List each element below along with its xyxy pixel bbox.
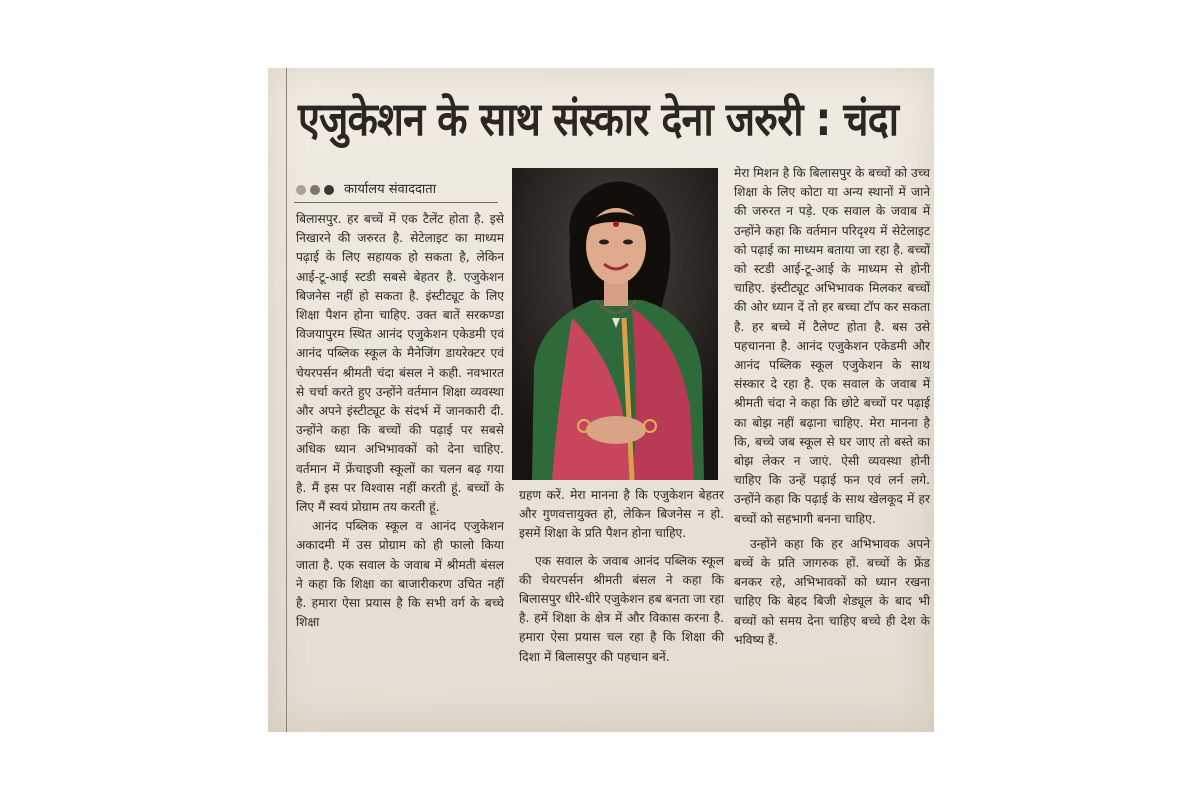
article-column-2 (519, 486, 724, 667)
portrait-illustration (512, 168, 718, 480)
byline-dot-icon (296, 185, 306, 195)
paragraph: एक सवाल के जवाब आनंद पब्लिक स्कूल की चेयरपर्सन श्रीमती बंसल ने कहा कि बिलासपुर धीरे-धीरे एजुकेशन हब बनता जा रहा है. हमें शिक्षा के क्षेत्र में और विकास करना है. हमारा ऐसा प्रयास चल रहा है कि शिक्षा की दिशा में बिलासपुर की पहचान बनें. (519, 553, 724, 664)
portrait-photo (512, 168, 718, 480)
headline: एजुकेशन के साथ संस्कार देना जरुरी : चंदा (298, 92, 899, 146)
paragraph: ग्रहण करें. मेरा मानना है कि एजुकेशन बेहतर और गुणवत्तायुक्त हो, लेकिन बिजनेस न हो. इसमें शिक्षा के प्रति पैशन होना चाहिए. (519, 488, 724, 541)
paragraph: मेरा मिशन है कि बिलासपुर के बच्चों को उच्च शिक्षा के लिए कोटा या अन्य स्थानों में जाने की जरुरत न पड़े. एक सवाल के जवाब में उन्होंने कहा कि वर्तमान परिदृश्य में सेटेलाइट को पढ़ाई का माध्यम बताया जा रहा है. बच्चों को स्टडी आई-टू-आई के माध्यम से होनी चाहिए. इंस्टीट्यूट अभिभावक मिलकर बच्चों की ओर ध्यान दें तो हर बच्चा टॉप कर सकता है. हर बच्चे में टैलेण्ट होता है. बस उसे पहचानना है. आनंद एजुकेशन एकेडमी और आनंद पब्लिक स्कूल एजुकेशन के साथ संस्कार दे रहा है. एक सवाल के जवाब में श्रीमती चंदा ने कहा कि छोटे बच्चों पर पढ़ाई का बोझ नहीं बढ़ाना चाहिए. मेरा मानना है कि, बच्चे जब स्कूल से घर जाए तो बस्ते का बोझ लेकर न जाएं. ऐसी व्यवस्था होनी चाहिए कि उन्हें पढ़ाई फन एवं लर्न लगे. उन्होंने कहा कि पढ़ाई के साथ खेलकूद में हर बच्चों को सहभागी बनना चाहिए. (734, 166, 930, 526)
byline-text: कार्यालय संवाददाता (344, 182, 437, 197)
paragraph: उन्होंने कहा कि हर अभिभावक अपने बच्चें के प्रति जागरुक हों. बच्चों के फ्रेंड बनकर रहे, अभिभावकों को ध्यान रखना चाहिए कि बेहद बिजी शेड्यूल के बाद भी बच्चों को समय देना चाहिए बच्चे ही देश के भविष्य हैं. (734, 536, 930, 647)
article-column-1 (296, 210, 504, 632)
article-column-3 (734, 164, 930, 650)
byline-dot-icon (310, 185, 320, 195)
byline-dot-icon (324, 185, 334, 195)
paragraph: बिलासपुर. हर बच्चें में एक टैलेंट होता है. इसे निखारने की जरुरत है. सेटेलाइट का माध्यम पढ़ाई के लिए सहायक हो सकता है, लेकिन आई-टू-आई स्टडी सबसे बेहतर है. एजुकेशन बिजनेस नहीं हो सकता है. इंस्टीट्यूट के लिए शिक्षा पैशन होना चाहिए. उक्त बातें सरकण्डा विजयापुरम स्थित आनंद एजुकेशन एकेडमी एवं आनंद पब्लिक स्कूल के मैनेजिंग डायरेक्टर एवं चेयरपर्सन श्रीमती चंदा बंसल ने कही. नवभारत से चर्चा करते हुए उन्होंने वर्तमान शिक्षा व्यवस्था और अपने इंस्टीट्यूट के संदर्भ में जानकारी दी. उन्होंने कहा कि बच्चों की पढ़ाई पर सबसे अधिक ध्यान अभिभावकों को देना चाहिए. वर्तमान में फ्रेंचाइजी स्कूलों का चलन बढ़ गया है. मैं इस पर विश्वास नहीं करती हूं. बच्चों के लिए मैं स्वयं प्रोग्राम तय करती हूं. (296, 212, 504, 515)
byline (296, 180, 496, 200)
column-divider (286, 68, 287, 732)
byline-rule (294, 202, 498, 203)
paragraph: आनंद पब्लिक स्कूल व आनंद एजुकेशन अकादमी में उस प्रोग्राम को ही फालो किया जाता है. एक सवाल के जवाब में श्रीमती बंसल ने कहा कि शिक्षा का बाजारीकरण उचित नहीं है. हमारा ऐसा प्रयास है कि सभी वर्ग के बच्चे शिक्षा (296, 519, 504, 630)
newspaper-clipping (268, 68, 934, 732)
